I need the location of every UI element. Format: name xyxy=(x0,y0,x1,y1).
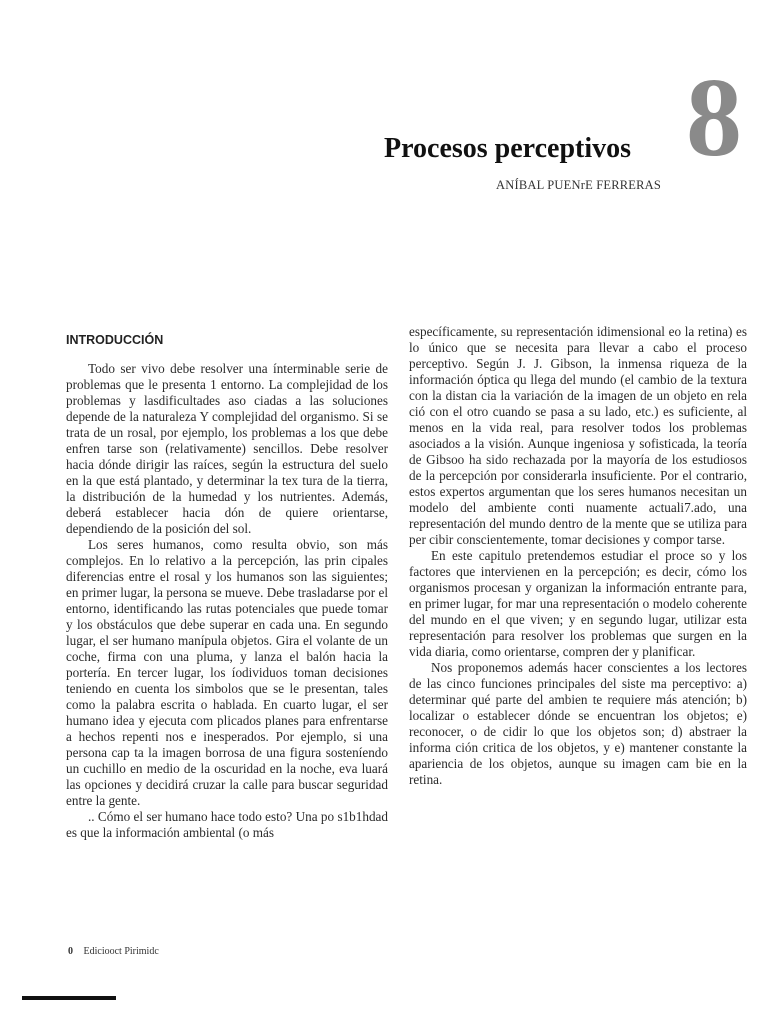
paragraph: .. Cómo el ser humano hace todo esto? Una po s1b1hdad es que la información ambiental (o más xyxy=(66,809,388,840)
paragraph: Los seres humanos, como resulta obvio, son más complejos. En lo relativo a la percepción, las prin cipales diferencias entre el rosal y los humanos son las siguientes; en primer lugar, la persona se mueve. Debe trasladarse por el entorno, identificando las rutas potenciales que puede tomar y los obstáculos que debe superar en cada una. En segundo lugar, el ser humano manípula objetos. Gira el volante de un coche, firma con una pluma, y lanza el balón hacia la portería. En tercer lugar, los íodividuos toman decisiones teniendo en cuenta los simbolos que se le presentan, tales como la palabra escrita o hablada. En cuarto lugar, el ser humano idea y ejecuta com plicados planes para enfrentarse a hechos repenti nos e inesperados. Por ejemplo, si una persona cap ta la imagen borrosa de una figura sosteníendo un cuchillo en medio de la oscuridad en la noche, eva luará las opciones y decidirá cruzar la calle para buscar seguridad entre la gente. xyxy=(66,537,388,808)
chapter-author: ANÍBAL PUENrE FERRERAS xyxy=(496,178,662,192)
right-column xyxy=(409,324,747,788)
bottom-rule xyxy=(22,996,116,1000)
paragraph: Nos proponemos además hacer conscientes a los lectores de las cinco funciones principales del siste ma perceptivo: a) determinar qué parte del ambien te requiere más atención; b) localizar o establecer dónde se encuentran los objetos; e) reconocer, o de cidir lo que los objetos son; d) abstraer la informa ción critica de los objetos, y e) mantener constante la apariencia de los objetos, aunque su imagen cam bie en la retina. xyxy=(409,660,747,787)
paragraph: específicamente, su representación idimensional eo la retina) es lo único que se necesita para llevar a cabo el proceso perceptivo. Según J. J. Gibson, la inmensa riqueza de la información óptica qu llega del mundo (el cambio de la textura con la distan cia la variación de la imagen de un objeto en rela ció con el otro cuando se pasa a su lado, etc.) es suficiente, al menos en la vida real, para resolver todos los problemas asociados a la visión. Aunque ingeniosa y sofisticada, la teoría de Gibsoo ha sido rechazada por la mayoría de los estudiosos de la percepción por considerarla insuficiente. Por el contrario, estos expertos argumentan que los seres humanos necesitan un modelo del ambiente conti nuamente actuali7.ado, una representación del mundo dentro de la mente que se utiliza para per cibir conscientemente, tomar decisiones y compor tarse. xyxy=(409,324,747,547)
chapter-number: 8 xyxy=(686,56,740,180)
page-footer xyxy=(68,946,159,957)
paragraph: Todo ser vivo debe resolver una ínterminable serie de problemas que le presenta 1 entorno. La complejidad de los problemas y lasdificultades aso ciadas a las soluciones depende de la naturaleza Y complejidad del organismo. Si se trata de un rosal, por ejemplo, los problemas a los que debe enfren tarse son (relativamente) sencillos. Debe resolver hacia dónde dirigir las raíces, según la estructura del suelo en la que está plantado, y determinar la tex tura de la tierra, la distribución de la humedad y los nutrientes. Además, deberá establecer hacia dón de quiere orientarse, dependiendo de la posición del sol. xyxy=(66,361,388,536)
paragraph: En este capitulo pretendemos estudiar el proce so y los factores que intervienen en la percepción; es decir, cómo los organismos procesan y organizan la información entrante para, en primer lugar, for mar una representación o modelo coherente del mundo en el que viven; y en segundo lugar, utilizar esta representación para resolver los problemas que surgen en la vida diaria, como orientarse, compren der y planificar. xyxy=(409,548,747,659)
section-heading: INTRODUCCIÓN xyxy=(66,333,164,347)
left-column xyxy=(66,361,388,841)
page-number: 0 xyxy=(68,946,73,957)
publisher-name: Ediciooct Pirimidc xyxy=(83,946,159,957)
chapter-title: Procesos perceptivos xyxy=(384,133,632,164)
